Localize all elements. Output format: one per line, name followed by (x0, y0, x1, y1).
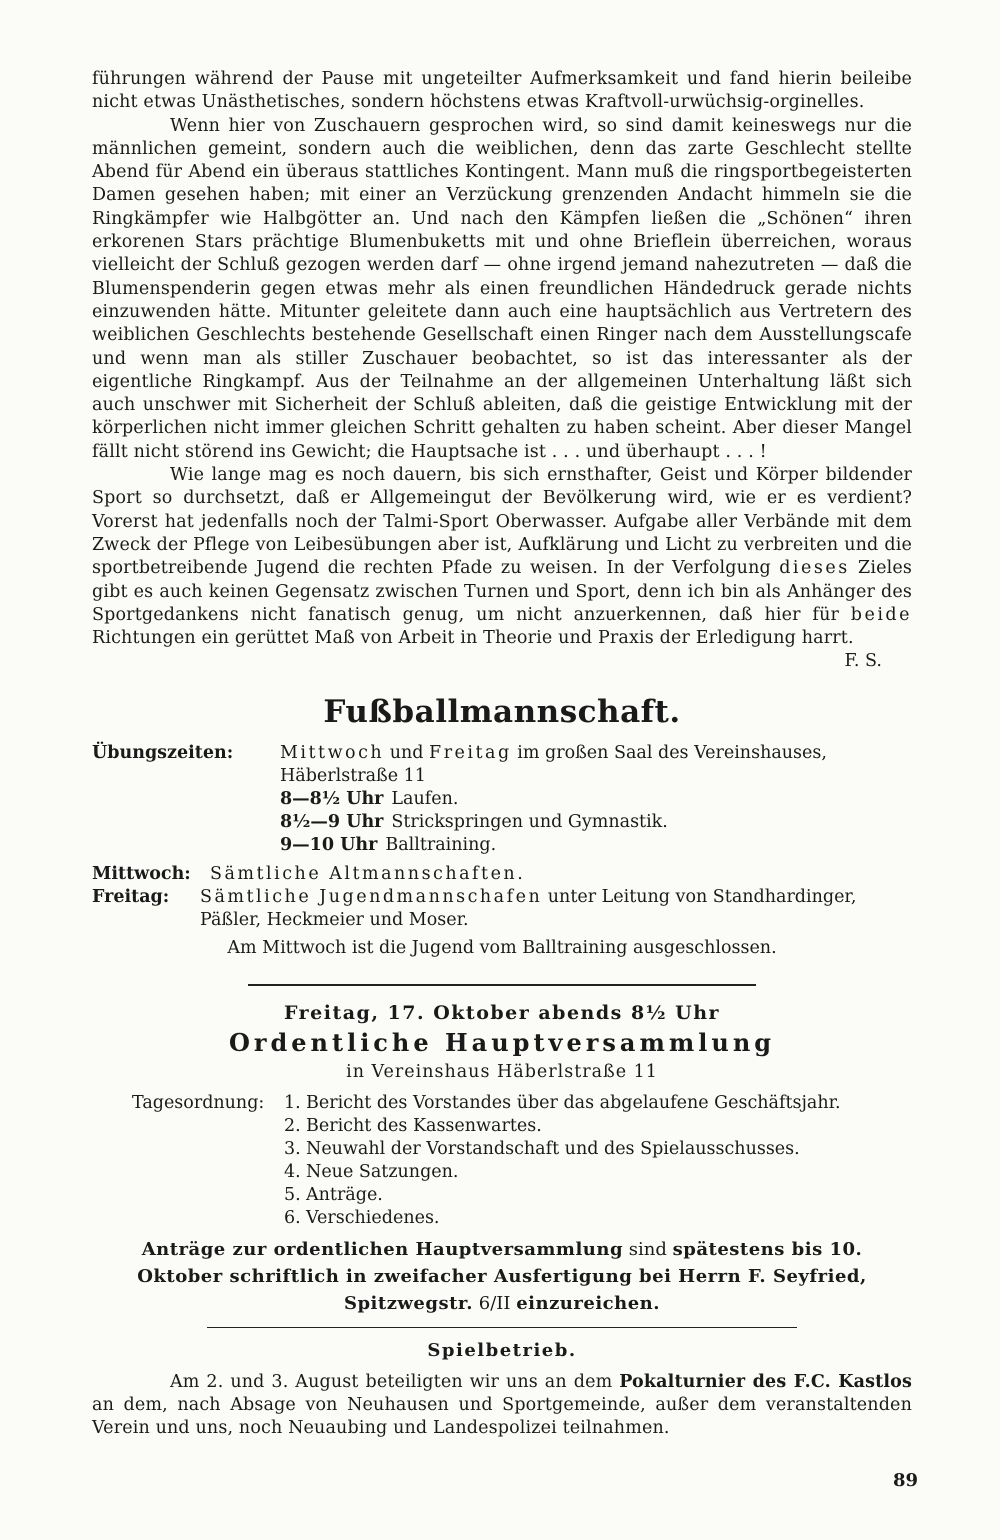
signature-line (92, 650, 912, 673)
training-times-row (92, 742, 912, 857)
time-slot-2: 8½—9 Uhr Strickspringen und Gymnastik. (280, 811, 668, 832)
friday-text-spaced: Sämtliche Jugendmannschafen (200, 886, 543, 907)
essay-p3-text-b: Zieles gibt es auch keinen Gegensatz zwischen Turnen und Sport, denn ich bin als Anhänger des Sportgedankens nicht fanatisch genug, um nicht anzuerkennen, daß hier für (92, 558, 912, 625)
time-slot-1: 8—8½ Uhr Laufen. (280, 788, 459, 809)
friday-label: Freitag: (92, 886, 170, 907)
time-slot-3: 9—10 Uhr Balltraining. (280, 834, 497, 855)
friday-row (92, 886, 912, 932)
wednesday-row (92, 863, 912, 886)
page-number: 89 (892, 1470, 918, 1491)
play-heading: Spielbetrieb. (427, 1339, 577, 1361)
wednesday-text: Sämtliche Altmannschaften. (210, 863, 526, 884)
section-divider (207, 1327, 797, 1328)
agenda-item: 6. Verschiedenes. (284, 1207, 440, 1228)
agenda-item: 2. Bericht des Kassenwartes. (284, 1115, 542, 1136)
tournament-name: Pokalturnier des F.C. Kastlos (619, 1371, 912, 1392)
essay-p3-text-c: Richtungen ein gerüttet Maß von Arbeit in Theorie und Praxis der Erledigung harrt. (92, 628, 854, 649)
training-days: Mittwoch und Freitag im großen Saal des Vereinshauses, Häberlstraße 11 (280, 742, 827, 786)
wednesday-label: Mittwoch: (92, 863, 191, 884)
author-signature: F. S. (844, 651, 882, 672)
essay-paragraph-1: führungen während der Pause mit ungeteilter Aufmerksamkeit und fand hierin beileibe nicht etwas Unästhetisches, sondern höchstens etwas Kraftvoll-urwüchsig-orginelles. (92, 69, 912, 113)
agenda-list (284, 1092, 841, 1230)
essay-p3-emphasis-1: dieses (779, 558, 850, 579)
play-paragraph: Am 2. und 3. August beteiligten wir uns an dem Pokalturnier des F.C. Kastlos an dem, nach Absage von Neuhausen und Sportgemeinde, außer dem veranstaltenden Verein und uns, noch Neuaubing und Landespolizei teilnahmen. (92, 1371, 912, 1439)
agenda-item: 4. Neue Satzungen. (284, 1161, 459, 1182)
football-heading: Fußballmannschaft. (323, 693, 681, 730)
agenda-item: 3. Neuwahl der Vorstandschaft und des Spielausschusses. (284, 1138, 800, 1159)
essay-paragraph-2: Wenn hier von Zuschauern gesprochen wird, so sind damit keineswegs nur die männlichen gemeint, sondern auch die weiblichen, denn das zarte Geschlecht stellte Abend für Abend ein überaus stattliches Kontingent. Mann muß die ringsportbegeisterten Damen gesehen haben; mit einer an Verzückung grenzenden Andacht himmeln sie die Ringkämpfer wie Halbgötter an. Und nach den Kämpfen ließen die „Schönen“ ihren erkorenen Stars prächtige Blumenbuketts mit und ohne Brieflein überreichen, woraus vielleicht der Schluß gezogen werden darf — ohne irgend jemand nahezutreten — daß die Blumenspenderin gegen etwas mehr als einen freundlichen Händedruck gerade nichts einzuwenden hätte. Mitunter geleitete dann auch eine hauptsächlich aus Vertretern des weiblichen Geschlechts bestehende Gesellschaft einen Ringer nach dem Ausstellungscafe und wenn man als stiller Zuschauer beobachtet, so ist das interessanter als der eigentliche Ringkampf. Aus der Teilnahme an der allgemeinen Unterhaltung läßt sich auch unschwer mit Sicherheit der Schluß ableiten, daß die geistige Entwicklung mit der körperlichen nicht immer gleichen Schritt gehalten zu haben scheint. Aber dieser Mangel fällt nicht störend ins Gewicht; die Hauptsache ist . . . und überhaupt . . . ! (92, 115, 912, 462)
training-day-friday: Freitag (429, 742, 512, 763)
essay-p3-emphasis-2: beide (850, 604, 912, 625)
meeting-date: Freitag, 17. Oktober abends 8½ Uhr (283, 1001, 721, 1024)
meeting-title: Ordentliche Hauptversammlung (228, 1027, 776, 1057)
meeting-place: in Vereinshaus Häberlstraße 11 (346, 1061, 658, 1082)
agenda (92, 1092, 912, 1230)
training-schedule (92, 742, 912, 960)
essay-paragraph-3 (92, 464, 912, 650)
friday-text: unter Leitung von Standhardinger, Päßler, Heckmeier und Moser. (200, 886, 857, 930)
agenda-label: Tagesordnung: (132, 1092, 265, 1113)
training-day-wednesday: Mittwoch (280, 742, 385, 763)
training-label: Übungszeiten: (92, 742, 234, 763)
agenda-item: 1. Bericht des Vorstandes über das abgelaufene Geschäftsjahr. (284, 1092, 841, 1113)
motion-deadline: Anträge zur ordentlichen Hauptversammlung sind spätestens bis 10. Oktober schriftlich in zweifacher Ausfertigung bei Herrn F. Seyfried, Spitzwegstr. 6/II einzureichen. (137, 1238, 867, 1314)
section-divider (248, 984, 756, 986)
essay-section (92, 68, 912, 674)
training-place: im großen Saal des Vereinshauses, Häberlstraße 11 (280, 742, 827, 786)
essay-p3-text-a: Wie lange mag es noch dauern, bis sich ernsthafter, Geist und Körper bildender Sport so durchsetzt, daß er Allgemeingut der Bevölkerung wird, wie er es verdient? Vorerst hat jedenfalls noch der Talmi-Sport Oberwasser. Aufgabe aller Verbände mit dem Zweck der Pflege von Leibesübungen aber ist, Aufklärung und Licht zu verbreiten und die sportbetreibende Jugend die rechten Pfade zu weisen. In der Verfolgung (92, 465, 912, 579)
training-note: Am Mittwoch ist die Jugend vom Balltraining ausgeschlossen. (227, 937, 777, 958)
agenda-item: 5. Anträge. (284, 1184, 383, 1205)
meeting-section (92, 1000, 912, 1084)
